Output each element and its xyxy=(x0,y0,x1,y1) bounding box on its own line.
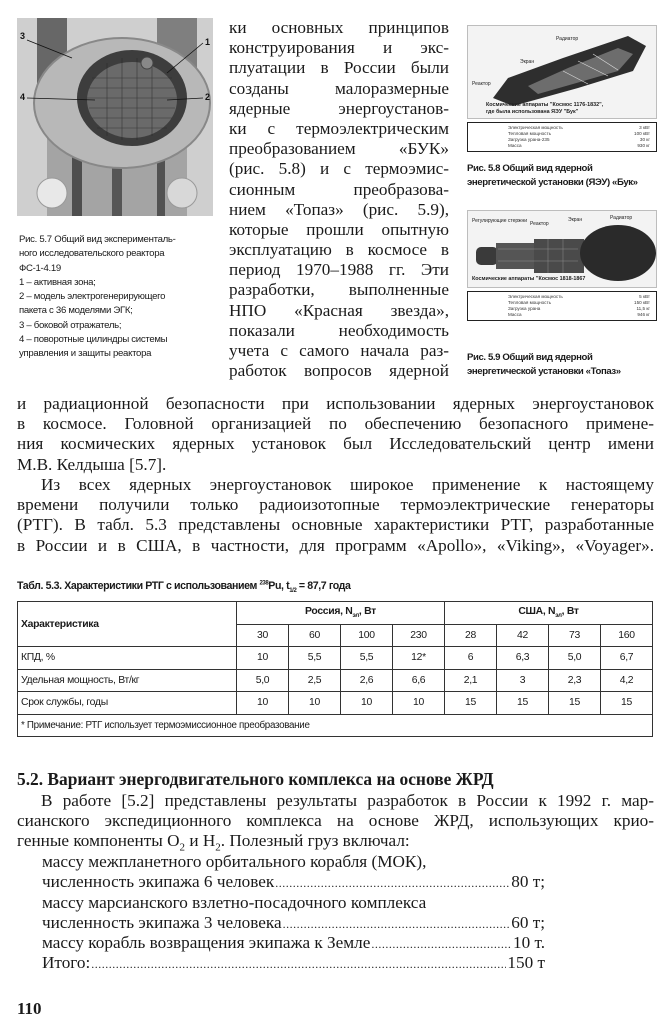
spec-name: Тепловая мощность xyxy=(508,131,551,136)
table-cell: 15 xyxy=(601,692,653,715)
figure-5-8 xyxy=(467,25,657,190)
table-cell: 10 xyxy=(237,692,289,715)
spec-value: 5 кВт xyxy=(639,294,650,299)
table-cell: 10 xyxy=(341,692,393,715)
label-reactor: Реактор xyxy=(530,221,549,227)
leader-dots xyxy=(275,876,510,891)
isotope-mass: 238 xyxy=(259,580,269,587)
subscript: 2 xyxy=(179,841,186,854)
buk-photo xyxy=(467,25,657,119)
caption-legend-item: 2 – модель электрогенерирующего xyxy=(19,291,166,303)
spec-value: 150 кВт xyxy=(634,300,650,305)
power-column-header: 100 xyxy=(341,624,393,647)
section-intro xyxy=(17,791,654,852)
table-cell: 2,5 xyxy=(289,669,341,692)
table-cell: 10 xyxy=(289,692,341,715)
text-line: в России и в США, в частности, для программ «Apollo», «Viking», «Voyager». xyxy=(17,535,654,555)
column-text xyxy=(229,18,449,381)
table-title xyxy=(17,580,350,594)
text-line: созданы малоразмерные xyxy=(229,78,449,98)
text-line: нием «Топаз» (рис. 5.9), xyxy=(229,199,449,219)
figure-5-9-caption xyxy=(467,351,657,379)
caption-line: Рис. 5.8 Общий вид ядерной xyxy=(467,163,593,174)
power-column-header: 42 xyxy=(497,624,549,647)
power-column-header: 60 xyxy=(289,624,341,647)
text-line: ния космических ядерных установок был Исследовательский центр имени xyxy=(17,434,654,454)
spec-value: 100 кВт xyxy=(634,131,650,136)
caption-line: энергетической установки (ЯЭУ) «Бук» xyxy=(467,177,638,188)
row-label: Срок службы, годы xyxy=(18,692,237,715)
text-line: показали необходимость xyxy=(229,320,449,340)
caption-line: Рис. 5.7 Общий вид эксперименталь- xyxy=(19,234,176,245)
text-line: конструирования и экс- xyxy=(229,38,449,58)
spec-name: Масса xyxy=(508,143,522,148)
callout-4: 4 xyxy=(20,92,26,102)
payload-value: 10 т. xyxy=(513,933,545,952)
caption-legend-item: 4 – поворотные цилиндры системы xyxy=(19,334,168,346)
caption-legend-item: 3 – боковой отражатель; xyxy=(19,319,122,331)
table-cell: 5,0 xyxy=(237,669,289,692)
reactor-photo-illustration xyxy=(17,18,213,216)
row-label: КПД, % xyxy=(18,647,237,670)
text-line: В работе [5.2] представлены результаты разработок в России к 1992 г. мар- xyxy=(41,791,654,810)
table-cell: 5,5 xyxy=(341,647,393,670)
spec-value: 11,5 кг xyxy=(636,306,650,311)
text-line: работок вопросов ядерной xyxy=(229,361,449,381)
payload-item-1 xyxy=(42,872,545,892)
caption-line: ФС-1-4.19 xyxy=(19,262,61,274)
text-line: ядерные энергоустанов- xyxy=(229,98,449,118)
table-cell: 6,6 xyxy=(393,669,445,692)
label-control-drums: Регулирующие стержни xyxy=(472,218,528,224)
leader-dots xyxy=(283,917,511,932)
header-group-usa xyxy=(445,602,653,625)
text-fragment: . Полезный груз включал: xyxy=(220,831,410,851)
table-header-row xyxy=(18,602,653,625)
text-line: учета с самого начала раз- xyxy=(229,341,449,360)
table-cell: 6,3 xyxy=(497,647,549,670)
table-cell: 15 xyxy=(445,692,497,715)
table-cell: 3 xyxy=(497,669,549,692)
callout-2: 2 xyxy=(205,92,211,102)
spec-name: Загрузка урана xyxy=(508,306,541,311)
table-cell: 15 xyxy=(497,692,549,715)
text-line: в космосе. Головной организацией по обеспечению безопасного примене- xyxy=(17,414,654,434)
caption-line: ного исследовательского реактора xyxy=(19,248,165,260)
table-cell: 10 xyxy=(393,692,445,715)
callout-1: 1 xyxy=(205,37,211,47)
text-line: сионным преобразова- xyxy=(229,179,449,199)
group-sub: эл xyxy=(555,613,562,620)
group-unit: , Вт xyxy=(358,606,376,618)
payload-total xyxy=(42,953,545,973)
table-note-row xyxy=(18,714,653,737)
title-text: Табл. 5.3. Характеристики РТГ с использованием xyxy=(17,580,260,592)
photo-subtitle: Космические аппараты "Космос 1818-1867 xyxy=(472,276,586,282)
spec-row xyxy=(508,312,650,318)
subtitle-line: где была использована ЯЭУ "Бук" xyxy=(486,109,579,115)
spec-name: Электрическая мощность xyxy=(508,294,563,299)
power-column-header: 230 xyxy=(393,624,445,647)
text-fragment: и H xyxy=(185,831,216,851)
text-line: НПО «Красная звезда», xyxy=(229,300,449,320)
group-sub: эл xyxy=(352,613,359,620)
text-line: сианского экспедиционного комплекса на основе ЖРД, использующих крио- xyxy=(17,811,654,831)
payload-value: 60 т; xyxy=(511,913,545,932)
subscript: 2 xyxy=(215,841,221,854)
buk-specs xyxy=(467,122,657,152)
text-line: разработки, выполненные xyxy=(229,280,449,300)
leader-dots xyxy=(371,937,512,952)
payload-label: Итого: xyxy=(42,953,91,972)
table-row xyxy=(18,647,653,670)
isotope-text: Pu, t xyxy=(268,580,290,592)
spec-name: Тепловая мощность xyxy=(508,300,551,305)
table-cell: 6 xyxy=(445,647,497,670)
leader-dots xyxy=(91,957,506,972)
spec-name: Загрузка урана-235 xyxy=(508,137,550,142)
figure-5-9 xyxy=(467,210,657,379)
figure-5-7-reactor-photo xyxy=(17,18,213,216)
text-fragment: генные компоненты O xyxy=(17,831,180,851)
section-heading: 5.2. Вариант энергодвигательного комплекса на основе ЖРД xyxy=(17,769,494,789)
label-radiator: Радиатор xyxy=(610,215,633,221)
group-unit: , Вт xyxy=(561,606,579,618)
table-row xyxy=(18,669,653,692)
text-line: плуатации в России были xyxy=(229,58,449,78)
table-cell: 2,1 xyxy=(445,669,497,692)
spec-value: 930 кг xyxy=(637,143,650,148)
figure-5-8-caption xyxy=(467,162,657,190)
spec-value: 946 кг xyxy=(637,312,650,317)
table-note: * Примечание: РТГ использует термоэмиссионное преобразование xyxy=(18,714,653,737)
spec-row xyxy=(508,143,650,149)
table-cell: 10 xyxy=(237,647,289,670)
label-screen: Экран xyxy=(568,217,583,223)
payload-text: массу межпланетного орбитального корабля (МОК), xyxy=(42,852,427,871)
text-line: времени получили только радиоизотопные термоэлектрические генераторы xyxy=(17,495,654,515)
table-cell: 6,7 xyxy=(601,647,653,670)
text-line: ки с термоэлектрическим xyxy=(229,118,449,138)
power-column-header: 30 xyxy=(237,624,289,647)
caption-line: Рис. 5.9 Общий вид ядерной xyxy=(467,352,593,363)
payload-item-2 xyxy=(42,913,545,933)
spec-value: 30 кг xyxy=(639,137,650,142)
text-line: Из всех ядерных энергоустановок широкое применение к настоящему xyxy=(41,475,654,494)
table-cell: 5,0 xyxy=(549,647,601,670)
page-number: 110 xyxy=(17,999,42,1018)
label-screen: Экран xyxy=(520,59,535,65)
table-cell: 4,2 xyxy=(601,669,653,692)
table-row xyxy=(18,692,653,715)
payload-item-2-line1 xyxy=(42,893,545,913)
text-line: эксплуатацию в космосе в xyxy=(229,240,449,260)
text-line: период 1970–1988 гг. Эти xyxy=(229,260,449,280)
label-reactor: Реактор xyxy=(472,81,491,87)
text-line: (рис. 5.8) и с термоэмис- xyxy=(229,159,449,179)
paragraph-safety xyxy=(17,394,654,475)
topaz-photo xyxy=(467,210,657,288)
paragraph-rtg xyxy=(17,475,654,556)
text-line: М.В. Келдыша [5.7]. xyxy=(17,454,167,474)
power-column-header: 160 xyxy=(601,624,653,647)
caption-legend-item: пакета с 36 моделями ЭГК; xyxy=(19,305,133,317)
half-life-sub: 1/2 xyxy=(289,588,297,595)
caption-legend-item: управления и защиты реактора xyxy=(19,348,152,360)
table-cell: 2,3 xyxy=(549,669,601,692)
rtg-characteristics-table xyxy=(17,601,653,737)
payload-item-3 xyxy=(42,933,545,953)
table-cell: 15 xyxy=(549,692,601,715)
spec-value: 3 кВт xyxy=(639,125,650,130)
text-line: и радиационной безопасности при использовании ядерных энергоустановок xyxy=(17,394,654,413)
payload-label: массу корабль возвращения экипажа к Земле xyxy=(42,933,371,952)
group-label: Россия, N xyxy=(305,606,353,618)
caption-legend-item: 1 – активная зона; xyxy=(19,276,96,288)
text-line: (РТГ). В табл. 5.3 представлены основные характеристики РТГ, разработанные xyxy=(17,515,654,535)
title-suffix: = 87,7 года xyxy=(296,580,351,592)
table-cell: 12* xyxy=(393,647,445,670)
payload-value: 80 т; xyxy=(511,872,545,891)
group-label: США, N xyxy=(518,606,556,618)
payload-text: массу марсианского взлетно-посадочного комплекса xyxy=(42,893,427,912)
payload-label: численность экипажа 6 человек xyxy=(42,872,275,891)
header-characteristic: Характеристика xyxy=(18,602,237,647)
photo-subtitle xyxy=(486,102,603,116)
header-group-russia xyxy=(237,602,445,625)
label-radiator: Радиатор xyxy=(556,36,579,42)
table-cell: 5,5 xyxy=(289,647,341,670)
topaz-specs xyxy=(467,291,657,321)
payload-item-1-line1 xyxy=(42,852,545,872)
figure-5-7-caption xyxy=(19,233,219,362)
payload-label: численность экипажа 3 человека xyxy=(42,913,282,932)
caption-line: энергетической установки «Топаз» xyxy=(467,366,621,377)
subtitle-line: Космические аппараты "Космос 1176-1832", xyxy=(486,102,604,108)
power-column-header: 28 xyxy=(445,624,497,647)
text-line: преобразованием «БУК» xyxy=(229,139,449,159)
text-line: ки основных принципов xyxy=(229,18,449,37)
power-column-header: 73 xyxy=(549,624,601,647)
row-label: Удельная мощность, Вт/кг xyxy=(18,669,237,692)
callout-3: 3 xyxy=(20,31,26,41)
spec-name: Масса xyxy=(508,312,522,317)
text-line xyxy=(17,831,654,854)
spec-name: Электрическая мощность xyxy=(508,125,563,130)
payload-value: 150 т xyxy=(507,953,545,972)
table-cell: 2,6 xyxy=(341,669,393,692)
text-line: которые прошли опытную xyxy=(229,219,449,239)
